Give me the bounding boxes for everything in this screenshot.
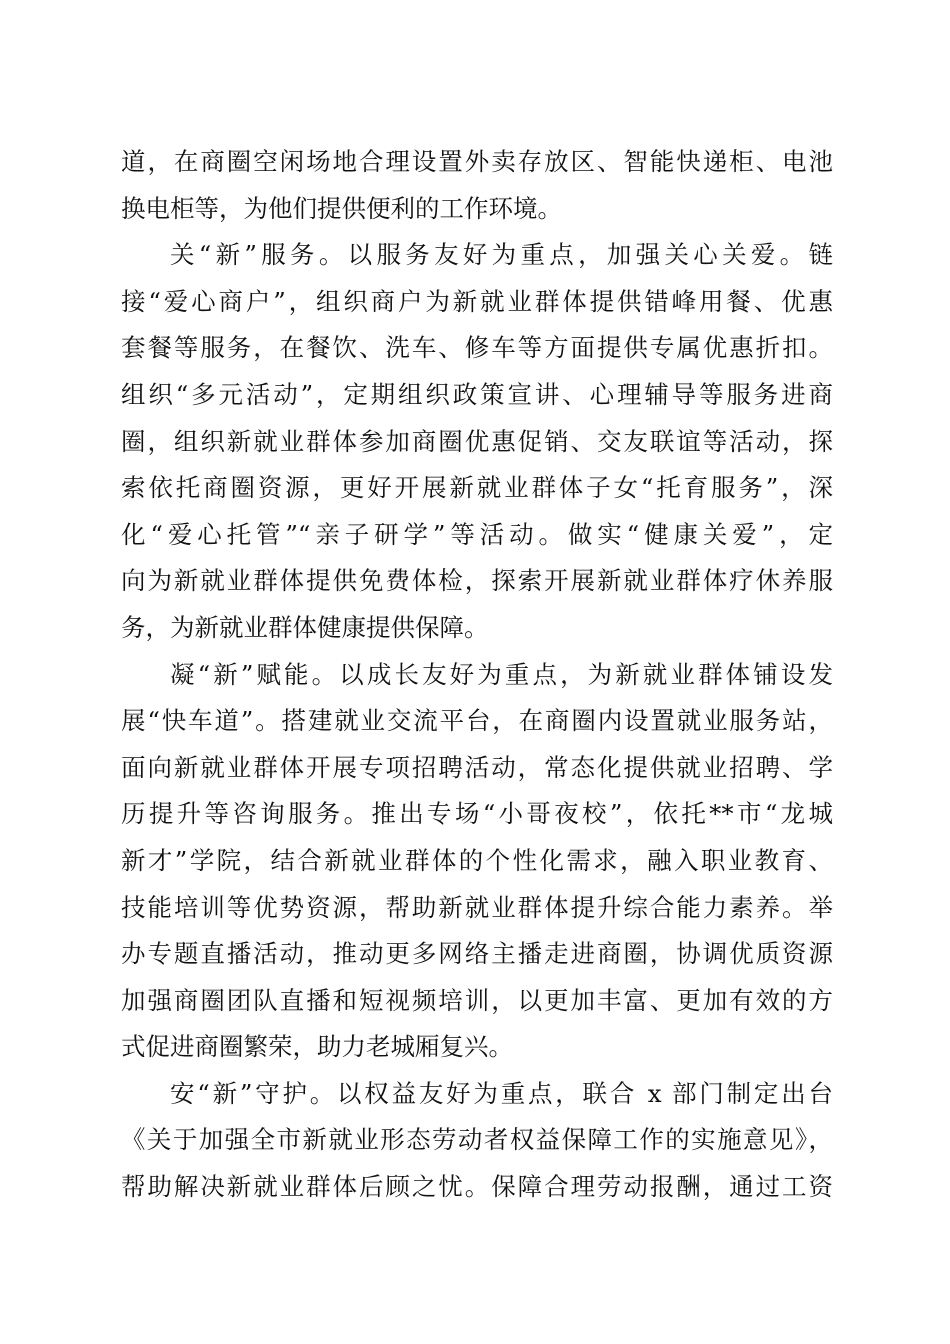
- text-line: 凝“新”赋能。以成长友好为重点，为新就业群体铺设发: [170, 659, 833, 689]
- text-line: 组织“多元活动”，定期组织政策宣讲、心理辅导等服务进商: [121, 379, 833, 409]
- text-line: 式促进商圈繁荣，助力老城厢复兴。: [121, 1032, 513, 1062]
- text-line: 化“爱心托管”“亲子研学”等活动。做实“健康关爱”，定: [121, 519, 833, 549]
- text-line: 接“爱心商户”，组织商户为新就业群体提供错峰用餐、优惠: [121, 286, 833, 316]
- text-line: 《关于加强全市新就业形态劳动者权益保障工作的实施意见》，: [121, 1125, 833, 1155]
- paragraph-1: [121, 139, 833, 232]
- text-line: 新才”学院，结合新就业群体的个性化需求，融入职业教育、: [121, 845, 833, 875]
- text-line: 务，为新就业群体健康提供保障。: [121, 612, 489, 642]
- text-line: 套餐等服务，在餐饮、洗车、修车等方面提供专属优惠折扣。: [121, 333, 833, 363]
- text-line: 关“新”服务。以服务友好为重点，加强关心关爱。链: [170, 240, 833, 270]
- paragraph-3: [121, 652, 833, 1071]
- text-line: 换电柜等，为他们提供便利的工作环境。: [121, 193, 562, 223]
- text-line: 历提升等咨询服务。推出专场“小哥夜校”，依托**市“龙城: [121, 799, 833, 829]
- text-line: 向为新就业群体提供免费体检，探索开展新就业群体疗休养服: [121, 566, 833, 596]
- text-line: 圈，组织新就业群体参加商圈优惠促销、交友联谊等活动，探: [121, 426, 833, 456]
- text-line: 索依托商圈资源，更好开展新就业群体子女“托育服务”，深: [121, 473, 833, 503]
- text-line: 技能培训等优势资源，帮助新就业群体提升综合能力素养。举: [121, 892, 833, 922]
- text-line: 展“快车道”。搭建就业交流平台，在商圈内设置就业服务站，: [121, 706, 833, 736]
- text-line: 面向新就业群体开展专项招聘活动，常态化提供就业招聘、学: [121, 752, 833, 782]
- text-line: 帮助解决新就业群体后顾之忧。保障合理劳动报酬，通过工资: [121, 1172, 833, 1202]
- text-line: 安“新”守护。以权益友好为重点，联合 x 部门制定出台: [170, 1078, 833, 1108]
- text-line: 加强商圈团队直播和短视频培训，以更加丰富、更加有效的方: [121, 985, 833, 1015]
- document-body: [121, 139, 833, 1211]
- text-line: 道，在商圈空闲场地合理设置外卖存放区、智能快递柜、电池: [121, 147, 833, 176]
- paragraph-2: [121, 232, 833, 651]
- text-line: 办专题直播活动，推动更多网络主播走进商圈，协调优质资源: [121, 939, 833, 969]
- paragraph-4: [121, 1071, 833, 1211]
